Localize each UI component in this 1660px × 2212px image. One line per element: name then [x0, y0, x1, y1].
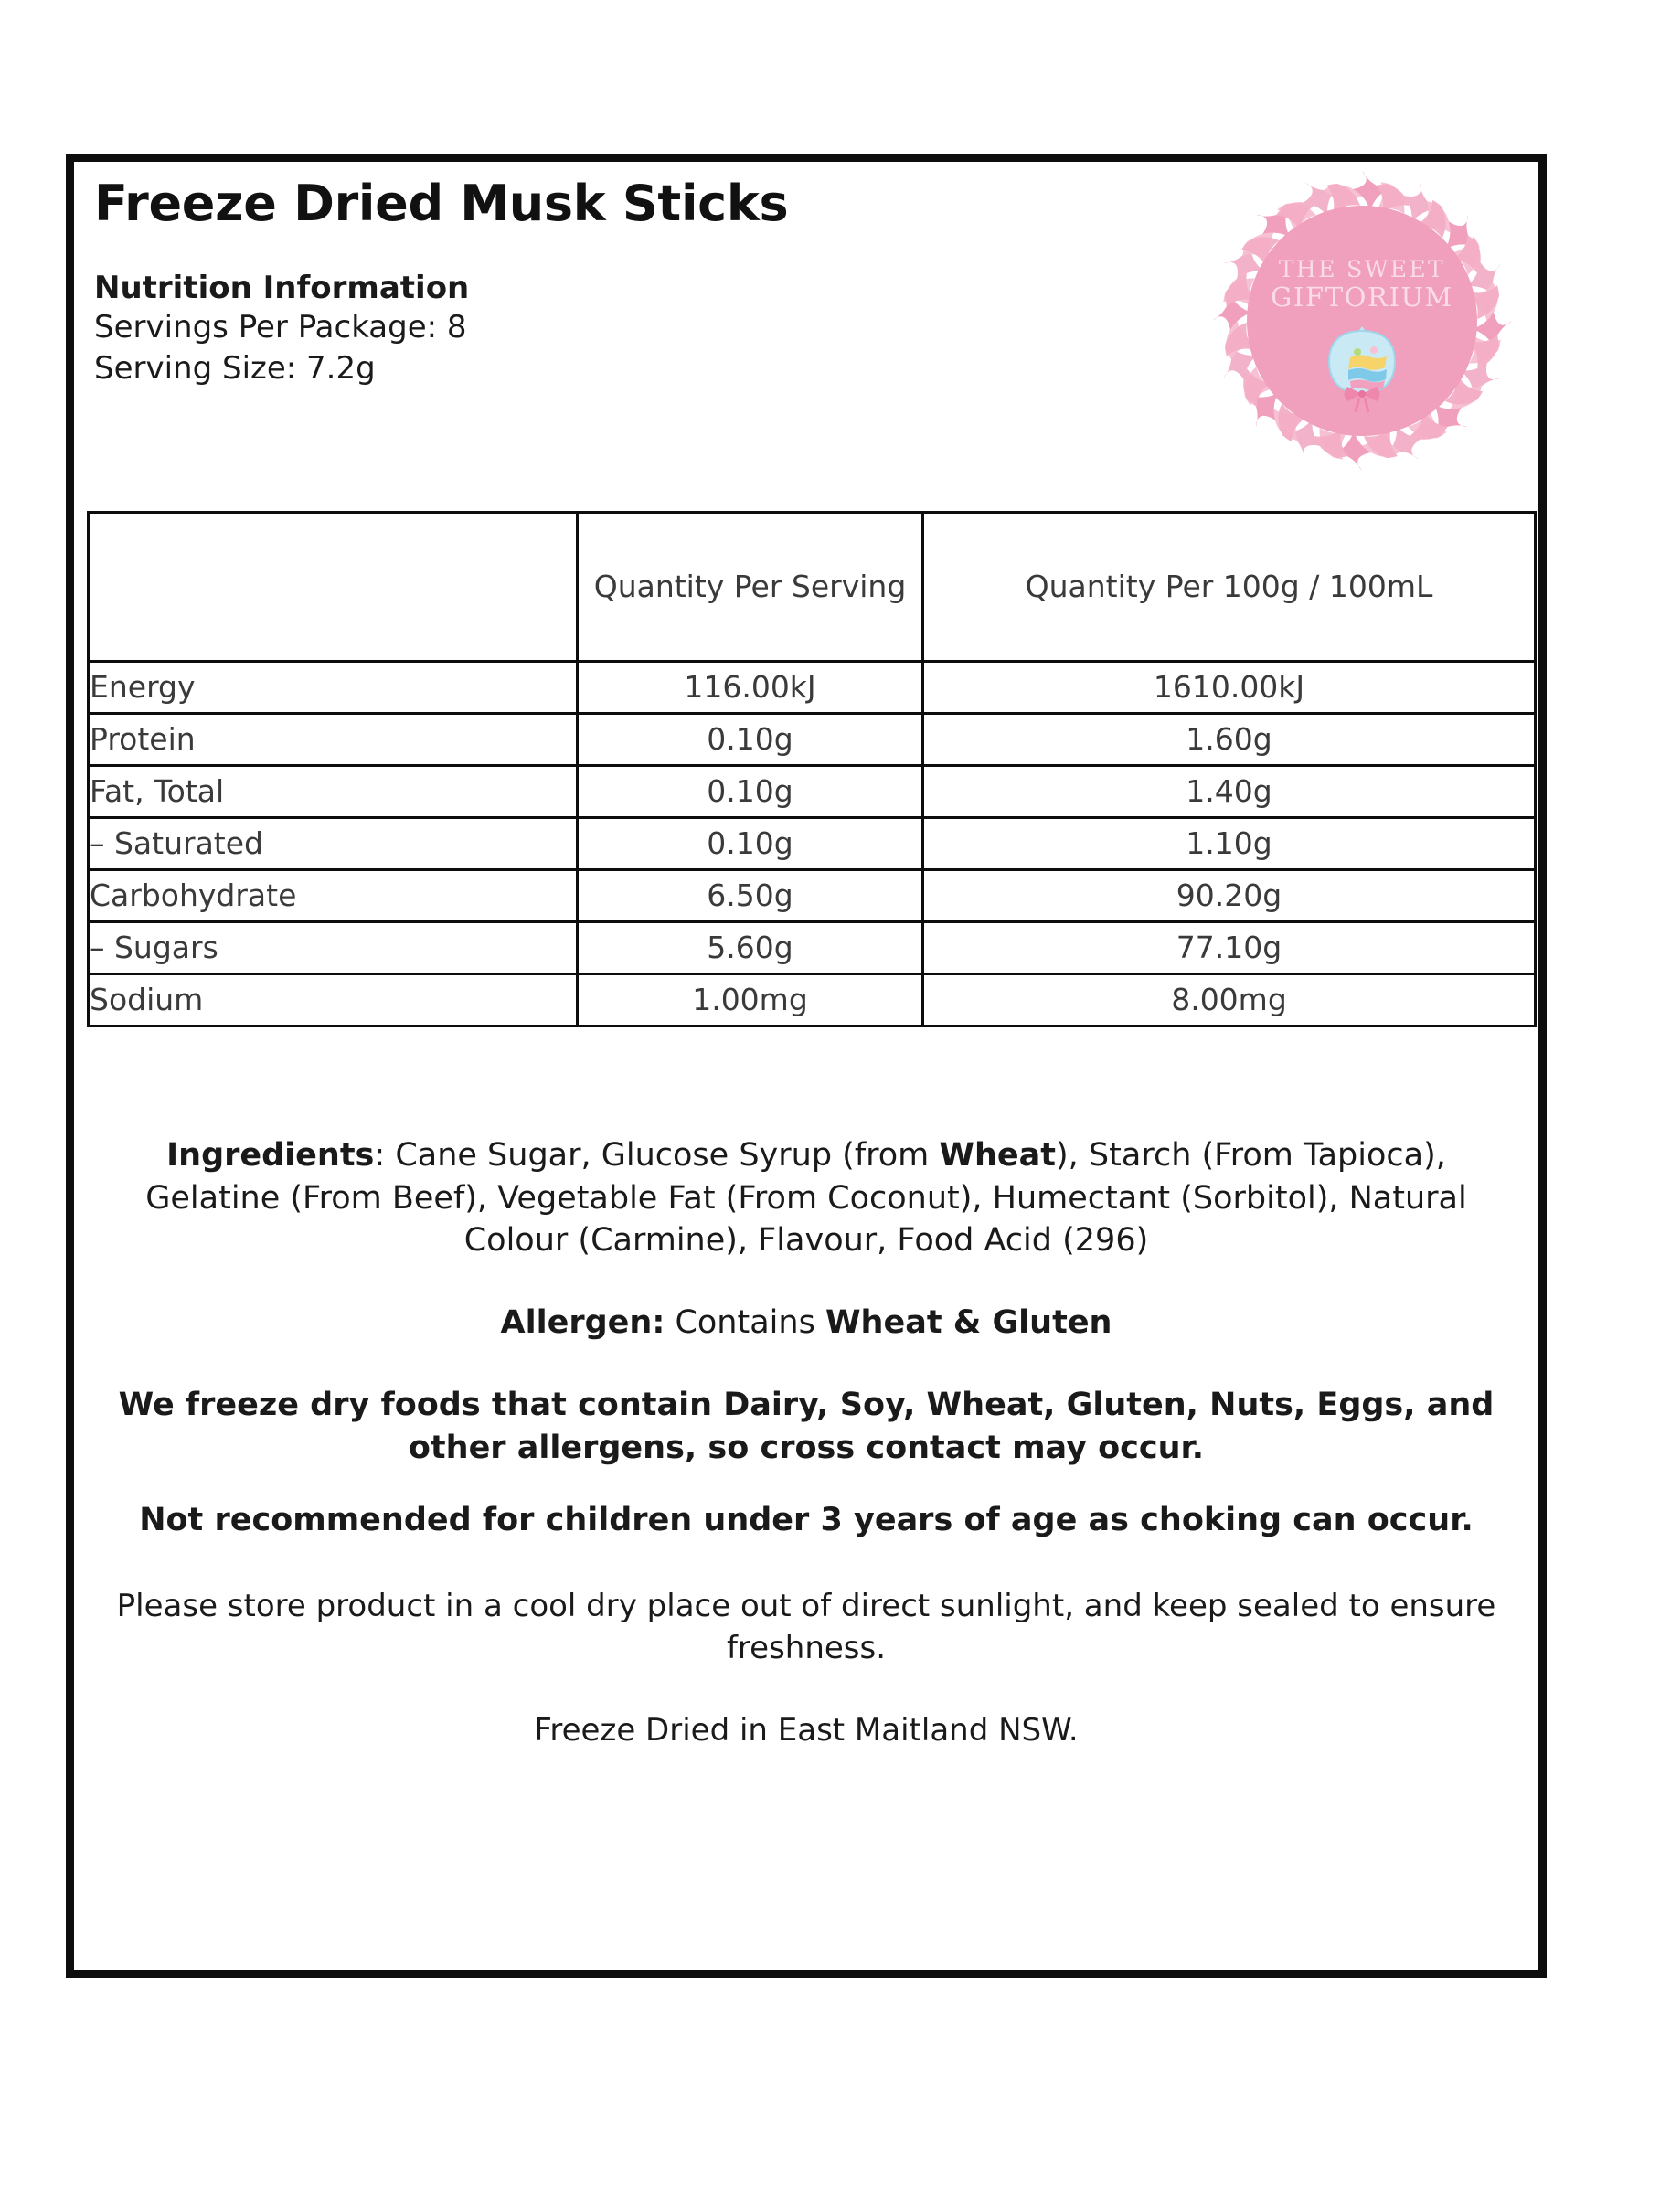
value-per-100g: 1.40g	[923, 766, 1536, 818]
table-row	[89, 870, 1536, 922]
ingredients-statement	[94, 1134, 1518, 1262]
ingredients-part1: Cane Sugar, Glucose Syrup (from	[395, 1137, 940, 1174]
storage-instructions: Please store product in a cool dry place out of direct sunlight, and keep sealed to ensure freshness.	[116, 1587, 1496, 1666]
logo-text-line2: GIFTORIUM	[1271, 282, 1453, 313]
table-header-row	[89, 513, 1536, 662]
nutrient-label: Fat, Total	[89, 766, 578, 818]
cross-contact-warning: We freeze dry foods that contain Dairy, Soy, Wheat, Gluten, Nuts, Eggs, and other allergens, so cross contact may occur.	[118, 1387, 1495, 1466]
label-header	[74, 162, 1538, 511]
servings-per-package: Servings Per Package: 8	[94, 309, 467, 346]
column-header-per-100g: Quantity Per 100g / 100mL	[923, 513, 1536, 662]
value-per-100g: 1610.00kJ	[923, 662, 1536, 714]
table-row	[89, 766, 1536, 818]
table-row	[89, 922, 1536, 974]
allergen-items: Wheat & Gluten	[825, 1303, 1112, 1341]
value-per-serving: 0.10g	[578, 818, 923, 870]
table-row	[89, 974, 1536, 1026]
nutrient-label: Protein	[89, 714, 578, 766]
nutrient-label: – Saturated	[89, 818, 578, 870]
value-per-100g: 1.10g	[923, 818, 1536, 870]
value-per-serving: 6.50g	[578, 870, 923, 922]
nutrient-label: – Sugars	[89, 922, 578, 974]
value-per-100g: 8.00mg	[923, 974, 1536, 1026]
value-per-serving: 0.10g	[578, 714, 923, 766]
value-per-100g: 1.60g	[923, 714, 1536, 766]
value-per-serving: 1.00mg	[578, 974, 923, 1026]
logo-text-line1: THE SWEET	[1278, 256, 1446, 282]
allergen-label: Allergen:	[500, 1303, 665, 1341]
nutrient-label: Sodium	[89, 974, 578, 1026]
nutrient-label: Energy	[89, 662, 578, 714]
label-body	[74, 1096, 1538, 1750]
table-row	[89, 714, 1536, 766]
value-per-serving: 116.00kJ	[578, 662, 923, 714]
nutrition-table-container	[87, 511, 1534, 1027]
nutrient-label: Carbohydrate	[89, 870, 578, 922]
ingredients-part2: ), Starch (From Tapioca), Gelatine (From Beef), Vegetable Fat (From Coconut), Humectant (Sorbitol), Natural Colour (Carmine), Flavour, Food Acid (296)	[145, 1137, 1467, 1260]
nutrition-information-heading: Nutrition Information	[94, 269, 470, 306]
value-per-serving: 5.60g	[578, 922, 923, 974]
serving-size: Serving Size: 7.2g	[94, 350, 376, 388]
ingredients-wheat: Wheat	[939, 1137, 1057, 1174]
column-header-per-serving: Quantity Per Serving	[578, 513, 923, 662]
ingredients-label: Ingredients	[166, 1137, 375, 1174]
brand-logo	[1211, 169, 1513, 473]
ingredients-colon: :	[374, 1137, 396, 1174]
nutrition-table	[87, 511, 1537, 1027]
logo-disc	[1247, 206, 1477, 436]
page-title: Freeze Dried Musk Sticks	[94, 175, 789, 232]
value-per-100g: 77.10g	[923, 922, 1536, 974]
value-per-100g: 90.20g	[923, 870, 1536, 922]
value-per-serving: 0.10g	[578, 766, 923, 818]
allergen-statement	[94, 1303, 1518, 1345]
allergen-contains: Contains	[665, 1303, 825, 1341]
origin-statement: Freeze Dried in East Maitland NSW.	[534, 1711, 1079, 1749]
table-row	[89, 818, 1536, 870]
nutrition-label-panel	[66, 154, 1547, 1978]
column-header-nutrient	[89, 513, 578, 662]
table-row	[89, 662, 1536, 714]
choking-hazard-warning: Not recommended for children under 3 years of age as choking can occur.	[139, 1502, 1474, 1539]
